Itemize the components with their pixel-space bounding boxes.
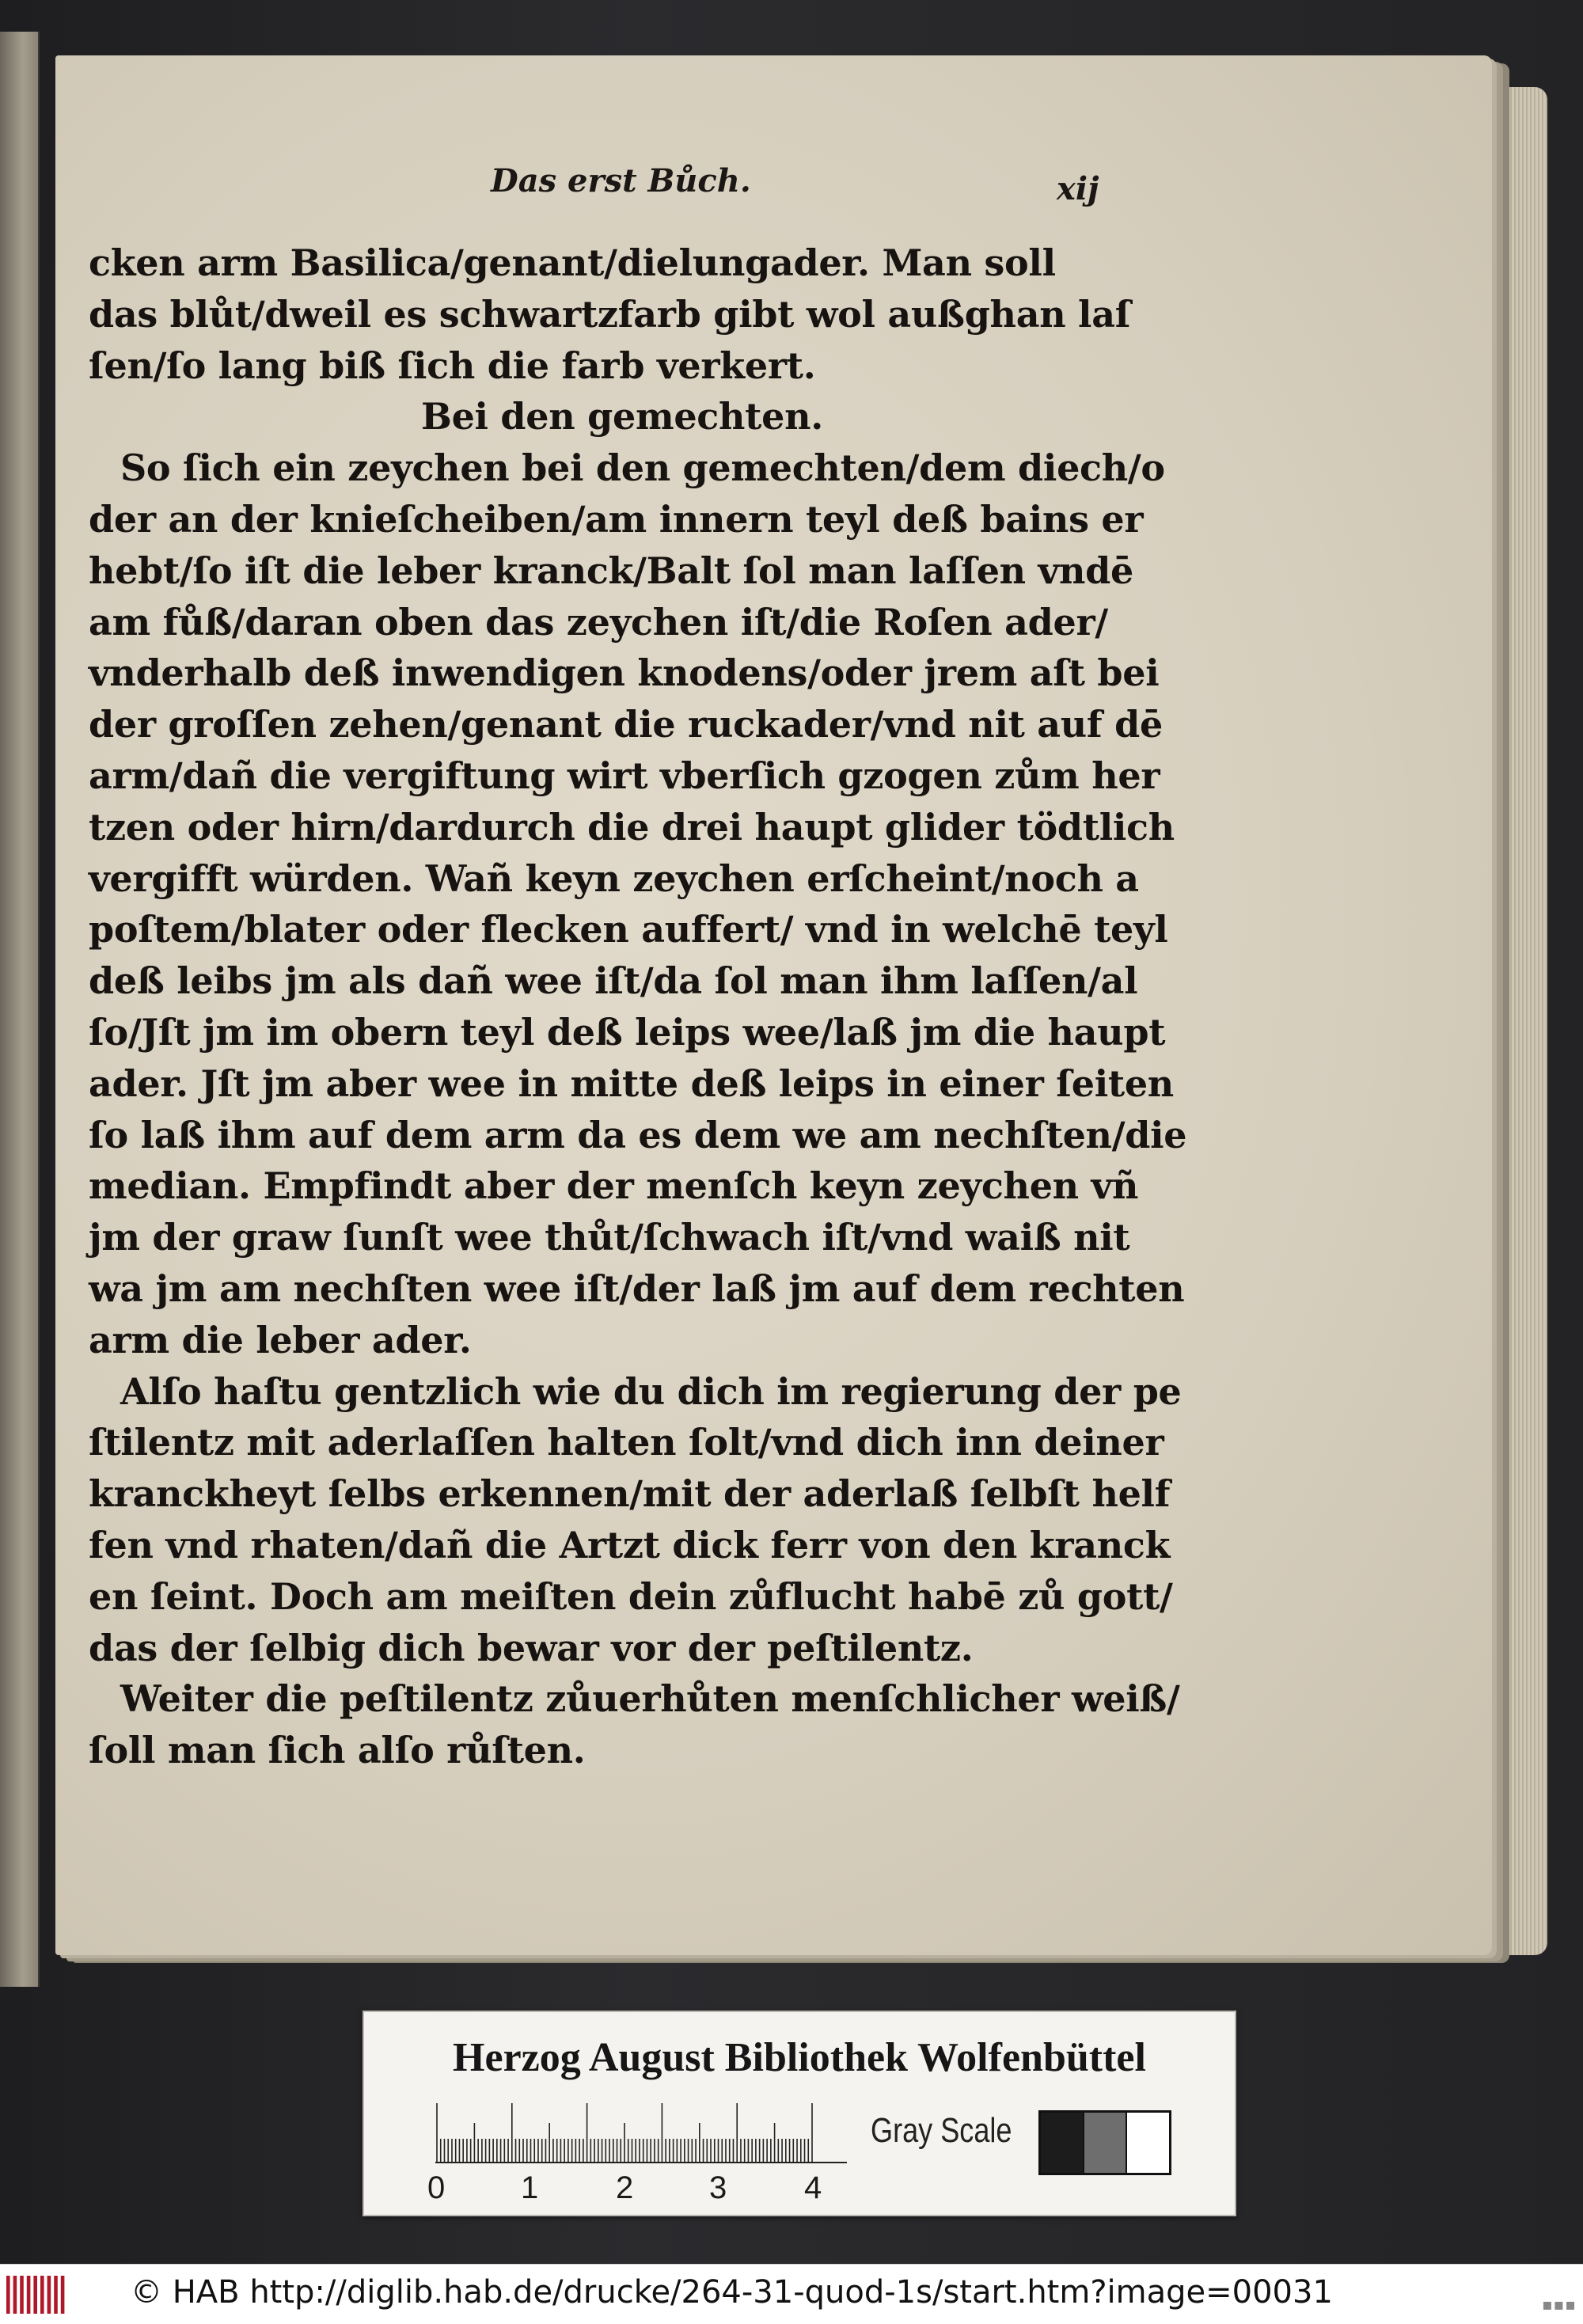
swatch-white [1127, 2113, 1169, 2173]
text-line: cken arm Basilica/genant/dielungader. Man soll [89, 241, 1056, 284]
text-line: So ſich ein zeychen bei den gemechten/dem diech/o [120, 446, 1165, 490]
text-line: das der ſelbig dich bewar vor der peſtilentz. [89, 1626, 974, 1669]
swatch-gray [1084, 2113, 1128, 2173]
section-heading: Bei den gemechten. [421, 395, 823, 439]
text-line: Alſo haſtu gentzlich wie du dich im regierung der pe [120, 1369, 1182, 1413]
ruler-number: 0 [427, 2170, 446, 2205]
text-line: der an der knieſcheiben/am innern teyl deß bains er [89, 497, 1144, 541]
ruler-number: 1 [521, 2170, 539, 2205]
previous-page-edge [0, 32, 40, 1987]
folio-number: xij [1057, 170, 1099, 207]
text-line: ſen/ſo lang biß ſich die farb verkert. [89, 344, 816, 387]
text-line: kranckheyt ſelbs erkennen/mit der aderlaß ſelbſt helf [89, 1472, 1171, 1516]
more-icon[interactable]: ▪▪▪ [1542, 2295, 1577, 2314]
ruler-number: 2 [616, 2170, 634, 2205]
text-line: Weiter die peſtilentz zůuerhůten menſchlicher weiß/ [120, 1677, 1180, 1721]
library-name: Herzog August Bibliothek Wolfenbüttel [453, 2035, 1146, 2080]
text-line: en ſeint. Doch am meiſten dein zůflucht habē zů gott/ [89, 1574, 1173, 1618]
text-line: der groſſen zehen/genant die ruckader/vnd nit auf dē [89, 703, 1163, 746]
text-line: median. Empfindt aber der menſch keyn zeychen vñ [89, 1164, 1139, 1208]
swatch-black [1041, 2113, 1084, 2173]
library-label [363, 2011, 1236, 2216]
logo-bar [47, 2276, 51, 2314]
ruler-number: 4 [804, 2170, 822, 2205]
text-line: ader. Jſt jm aber wee in mitte deß leips in einer ſeiten [89, 1061, 1174, 1105]
text-line: ſoll man ſich alſo růſten. [89, 1729, 586, 1772]
text-block [89, 237, 1197, 1776]
gray-scale-label: Gray Scale [871, 2111, 1012, 2150]
text-line: poſtem/blater oder flecken auffert/ vnd in welchē teyl [89, 908, 1168, 951]
logo-bar [27, 2276, 31, 2314]
text-line: das blůt/dweil es schwartzfarb gibt wol außghan laſ [89, 292, 1131, 336]
logo-bar [61, 2276, 65, 2314]
running-head: Das erst Bůch. [491, 162, 751, 199]
gray-scale-swatch [1038, 2110, 1171, 2175]
text-line: vergifft würden. Wañ keyn zeychen erſcheint/noch a [89, 856, 1139, 900]
scale-ruler [435, 2101, 847, 2164]
text-line: hebt/ſo iſt die leber kranck/Balt ſol man laſſen vndē [89, 549, 1133, 592]
text-line: ſtilentz mit aderlaſſen halten ſolt/vnd dich inn deiner [89, 1421, 1164, 1464]
footer-bar [0, 2264, 1583, 2324]
logo-bar [6, 2276, 10, 2314]
text-line: wa jm am nechſten wee iſt/der laß jm auf dem rechten [89, 1266, 1185, 1310]
text-line: ſo/Jſt jm im obern teyl deß leips wee/laß jm die haupt [89, 1010, 1166, 1054]
text-line: vnderhalb deß inwendigen knodens/oder jrem aſt bei [89, 651, 1160, 695]
text-line: tzen oder hirn/dardurch die drei haupt glider tödtlich [89, 805, 1175, 849]
ruler-number: 3 [709, 2170, 727, 2205]
text-line: arm/dañ die vergiftung wirt vberſich gzogen zům her [89, 754, 1160, 797]
logo-bar [33, 2276, 37, 2314]
logo-bar [20, 2276, 24, 2314]
logo-bar [54, 2276, 58, 2314]
logo-bar [13, 2276, 17, 2314]
page-stack-edge [1492, 87, 1547, 1955]
text-line: ſo laß ihm auf dem arm da es dem we am nechſten/die [89, 1113, 1187, 1156]
text-line: fen vnd rhaten/dañ die Artzt dick ferr von den kranck [89, 1523, 1171, 1566]
text-line: am fůß/daran oben das zeychen iſt/die Roſen ader/ [89, 600, 1108, 644]
text-line: jm der graw ſunſt wee thůt/ſchwach iſt/vnd waiß nit [89, 1216, 1130, 1259]
footer-copyright-url[interactable]: © HAB http://diglib.hab.de/drucke/264-31-quod-1s/start.htm?image=00031 [131, 2274, 1333, 2311]
text-line: deß leibs jm als dañ wee iſt/da ſol man ihm laſſen/al [89, 959, 1138, 1003]
hab-logo-icon[interactable] [5, 2273, 68, 2317]
text-line: arm die leber ader. [89, 1318, 472, 1361]
logo-bar [40, 2276, 44, 2314]
